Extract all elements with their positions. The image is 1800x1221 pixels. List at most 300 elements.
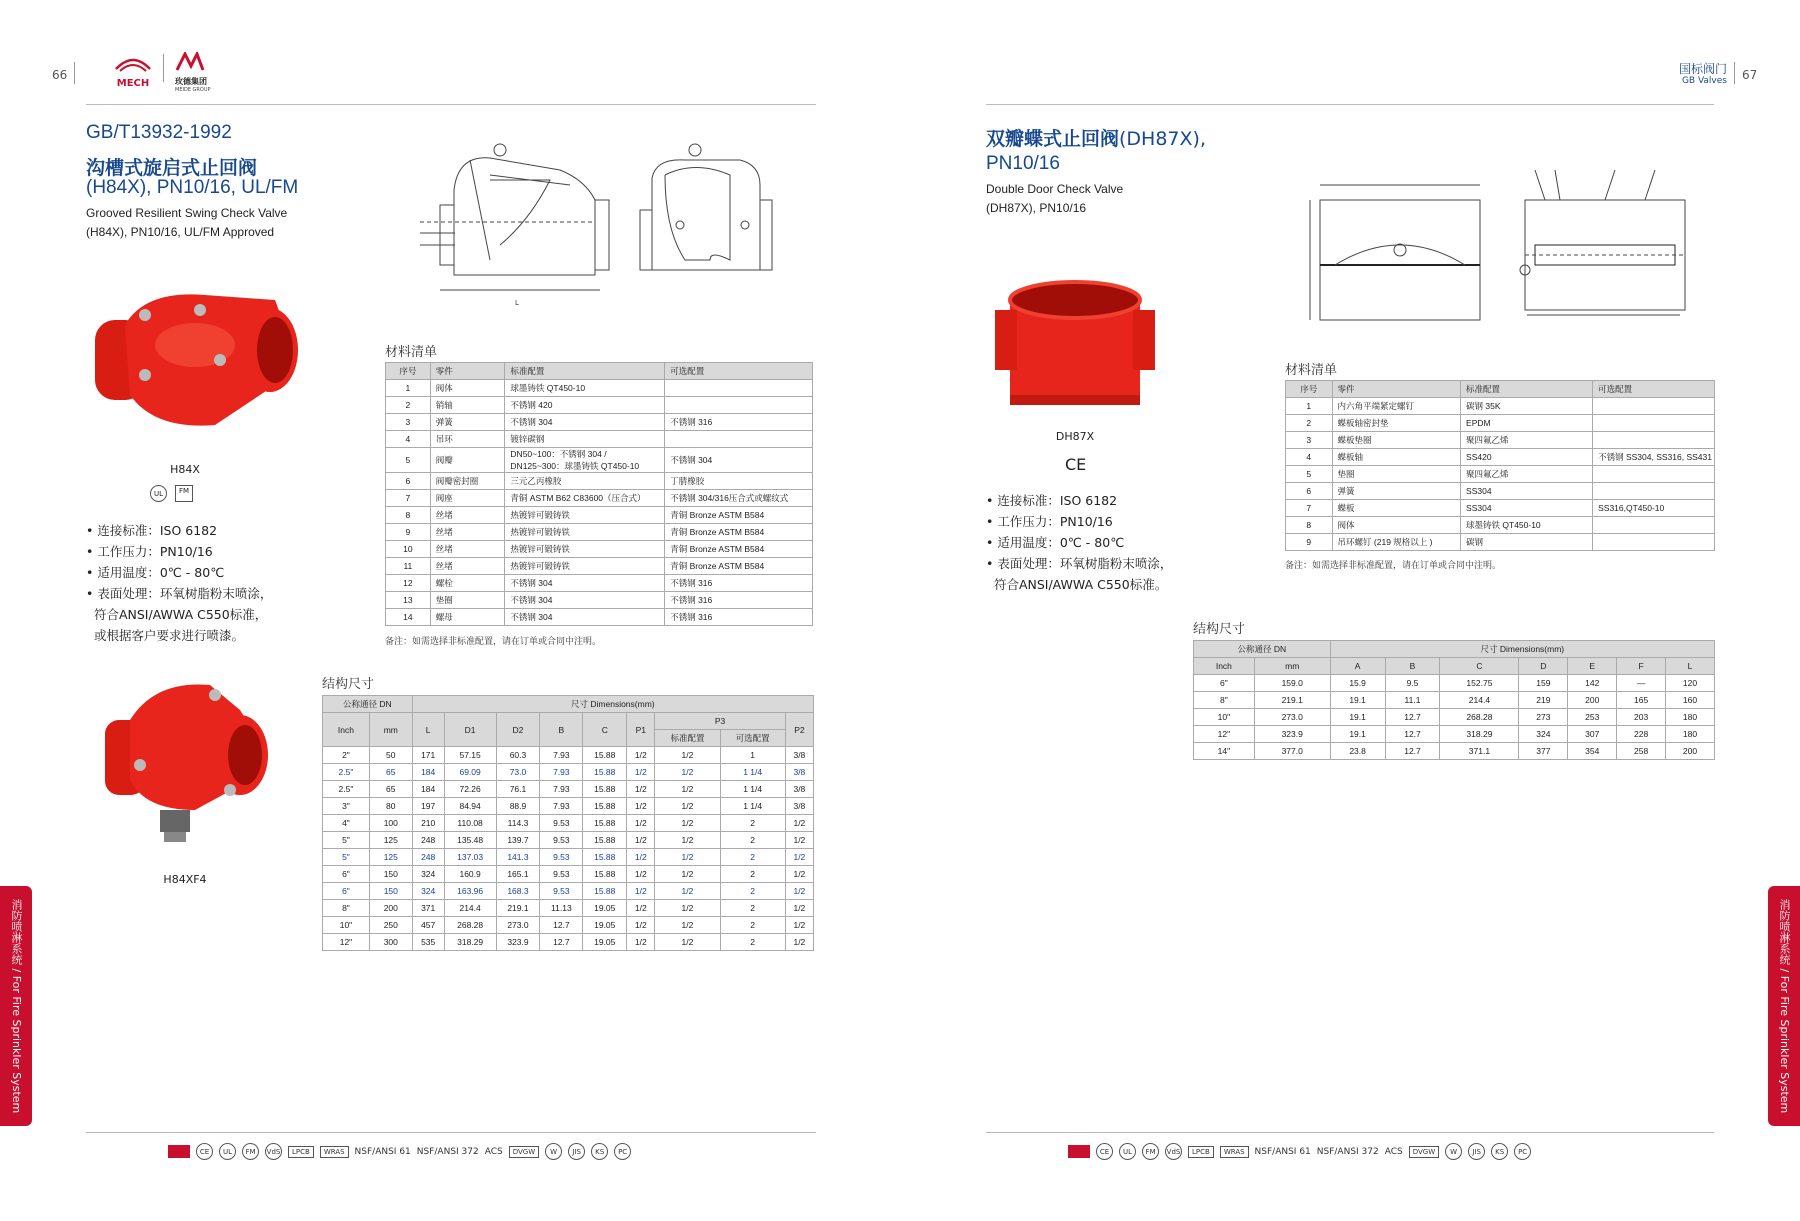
left-page-number: 66 — [52, 68, 68, 82]
table-cell: 1/2 — [655, 798, 720, 815]
table-cell: 19.05 — [583, 917, 627, 934]
table-cell: 不锈钢 316 — [665, 575, 813, 592]
table-cell: 72.26 — [444, 781, 496, 798]
table-row — [1194, 658, 1715, 675]
table-cell: 248 — [412, 832, 444, 849]
table-cell: 6 — [1286, 483, 1333, 500]
table-row — [323, 764, 814, 781]
table-cell: 253 — [1568, 709, 1617, 726]
table-cell: 1/2 — [655, 764, 720, 781]
table-cell: 15.88 — [583, 883, 627, 900]
table-cell: — — [1617, 675, 1666, 692]
table-cell: 3" — [323, 798, 370, 815]
table-cell: 371 — [412, 900, 444, 917]
header-cell: Inch — [323, 713, 370, 747]
cert-fm-icon: FM — [1142, 1143, 1159, 1160]
cert-fm-icon: FM — [242, 1143, 259, 1160]
table-cell: 1 — [386, 380, 431, 397]
cert-pc-icon: PC — [1514, 1143, 1531, 1160]
left-features: • 连接标准：ISO 6182 • 工作压力：PN10/16 • 适用温度：0℃ - 80℃ • 表面处理：环氧树脂粉末喷涂， 符合ANSI/AWWA C550标准， 或根据客户要求进行喷漆。 — [86, 523, 273, 643]
table-row — [323, 781, 814, 798]
table-cell: 8" — [1194, 692, 1255, 709]
cert-vds-icon: VdS — [265, 1143, 282, 1160]
header-cell: P1 — [627, 713, 655, 747]
header-cell: C — [1440, 658, 1519, 675]
table-cell: 15.88 — [583, 764, 627, 781]
table-cell: 球墨铸铁 QT450-10 — [505, 380, 665, 397]
table-cell: 377.0 — [1254, 743, 1330, 760]
h84xf4-valve-image — [100, 670, 275, 860]
table-cell: 1/2 — [627, 900, 655, 917]
table-cell: 10" — [1194, 709, 1255, 726]
table-cell: 垫圈 — [1332, 466, 1460, 483]
fm-icon: FM — [175, 485, 193, 502]
header-cell: C — [583, 713, 627, 747]
table-row — [323, 798, 814, 815]
table-cell: 2 — [720, 866, 785, 883]
table-cell: 110.08 — [444, 815, 496, 832]
cert-jis-icon: JIS — [1468, 1143, 1485, 1160]
table-row — [1286, 432, 1715, 449]
table-cell: 159.0 — [1254, 675, 1330, 692]
table-cell: 4 — [1286, 449, 1333, 466]
right-features: • 连接标准：ISO 6182 • 工作压力：PN10/16 • 适用温度：0℃ - 80℃ • 表面处理：环氧树脂粉末喷涂， 符合ANSI/AWWA C550标准。 — [986, 493, 1173, 592]
table-cell: 2.5" — [323, 781, 370, 798]
table-row — [386, 541, 813, 558]
header-cell: 序号 — [386, 363, 431, 380]
table-row — [323, 934, 814, 951]
header-cell: F — [1617, 658, 1666, 675]
table-cell: 7.93 — [540, 764, 583, 781]
table-cell: 219.1 — [496, 900, 540, 917]
dh87x-caption: DH87X — [1055, 430, 1095, 443]
table-cell: 1/2 — [627, 747, 655, 764]
table-cell: 阀座 — [430, 490, 505, 507]
table-cell: 15.88 — [583, 849, 627, 866]
table-cell: 12.7 — [1385, 709, 1440, 726]
table-cell — [665, 431, 813, 448]
cert-ks-icon: KS — [591, 1143, 608, 1160]
table-cell: 8 — [386, 507, 431, 524]
table-cell: 19.1 — [1330, 726, 1385, 743]
table-cell: 197 — [412, 798, 444, 815]
table-cell: 3/8 — [785, 781, 813, 798]
table-cell: SS420 — [1461, 449, 1593, 466]
header-cell: 可选配置 — [720, 730, 785, 747]
table-cell: 4" — [323, 815, 370, 832]
table-cell: 258 — [1617, 743, 1666, 760]
table-cell: 184 — [412, 764, 444, 781]
table-cell: 19.05 — [583, 934, 627, 951]
table-cell: 阀瓣 — [430, 448, 505, 473]
table-cell: 219 — [1519, 692, 1568, 709]
table-cell — [1593, 415, 1715, 432]
header-cell: L — [412, 713, 444, 747]
mech-logo: MECH — [110, 55, 156, 85]
table-cell: 5" — [323, 849, 370, 866]
table-cell: 青铜 Bronze ASTM B584 — [665, 507, 813, 524]
table-cell: 307 — [1568, 726, 1617, 743]
table-cell: 248 — [412, 849, 444, 866]
table-row — [323, 696, 814, 713]
table-cell: 150 — [369, 883, 412, 900]
table-cell: 3/8 — [785, 747, 813, 764]
table-cell: 273 — [1519, 709, 1568, 726]
table-row — [1286, 483, 1715, 500]
table-cell: 不锈钢 316 — [665, 609, 813, 626]
right-materials-title: 材料清单 — [1285, 363, 1338, 378]
table-cell: 12.7 — [1385, 743, 1440, 760]
table-row — [323, 815, 814, 832]
table-cell: 6" — [1194, 675, 1255, 692]
table-cell: 1 1/4 — [720, 781, 785, 798]
table-cell — [1593, 398, 1715, 415]
header-cell: 公称通径 DN — [323, 696, 413, 713]
cert-ce-icon: CE — [1096, 1143, 1113, 1160]
table-cell: 165 — [1617, 692, 1666, 709]
table-cell: 60.3 — [496, 747, 540, 764]
table-cell — [1593, 432, 1715, 449]
table-row — [1194, 709, 1715, 726]
ce-mark: CE — [1065, 455, 1087, 474]
china-flag-icon — [168, 1145, 190, 1158]
table-cell: 1/2 — [655, 917, 720, 934]
table-cell: 垫圈 — [430, 592, 505, 609]
table-cell: DN50~100：不锈钢 304 / DN125~300：球墨铸铁 QT450-10 — [505, 448, 665, 473]
right-dims-title: 结构尺寸 — [1193, 622, 1246, 637]
table-row — [386, 609, 813, 626]
table-cell: 1/2 — [627, 798, 655, 815]
table-cell: 160 — [1666, 692, 1715, 709]
right-materials-table — [1285, 380, 1715, 551]
cert-ks-icon: KS — [1491, 1143, 1508, 1160]
table-cell: 2 — [720, 917, 785, 934]
table-cell: 11 — [386, 558, 431, 575]
table-cell: 2 — [1286, 415, 1333, 432]
table-cell: 丝堵 — [430, 507, 505, 524]
table-cell: 1/2 — [627, 866, 655, 883]
table-cell: 1/2 — [785, 866, 813, 883]
right-cert-bar — [1068, 1143, 1531, 1160]
table-cell: 热镀锌可锻铸铁 — [505, 524, 665, 541]
header-cell: 公称通径 DN — [1194, 641, 1331, 658]
table-cell: 蝶板轴 — [1332, 449, 1460, 466]
cert-ul-icon: UL — [219, 1143, 236, 1160]
table-cell: 200 — [369, 900, 412, 917]
cert-dvgw-icon: DVGW — [1409, 1146, 1439, 1158]
cert-lpcb-icon: LPCB — [1188, 1146, 1214, 1158]
cert-acs-icon: ACS — [484, 1146, 503, 1157]
table-cell: 12.7 — [540, 934, 583, 951]
table-cell: 弹簧 — [1332, 483, 1460, 500]
table-cell: 阀体 — [430, 380, 505, 397]
table-cell: 273.0 — [1254, 709, 1330, 726]
table-cell: 19.1 — [1330, 709, 1385, 726]
table-cell: 1/2 — [655, 815, 720, 832]
table-cell: 84.94 — [444, 798, 496, 815]
header-cell: 标准配置 — [655, 730, 720, 747]
table-cell: 120 — [1666, 675, 1715, 692]
china-flag-icon — [1068, 1145, 1090, 1158]
table-cell: 6 — [386, 473, 431, 490]
table-cell: 7.93 — [540, 747, 583, 764]
table-cell: 318.29 — [444, 934, 496, 951]
table-cell: 3/8 — [785, 764, 813, 781]
table-row — [386, 473, 813, 490]
table-cell: 200 — [1666, 743, 1715, 760]
table-cell: 销轴 — [430, 397, 505, 414]
table-cell: 14" — [1194, 743, 1255, 760]
left-subtitle: Grooved Resilient Swing Check Valve (H84X), PN10/16, UL/FM Approved — [86, 206, 288, 239]
table-row — [323, 900, 814, 917]
table-cell: 19.1 — [1330, 692, 1385, 709]
table-cell: 吊环螺钉 (219 规格以上 ) — [1332, 534, 1460, 551]
table-cell: 蝶板垫圈 — [1332, 432, 1460, 449]
table-cell: SS304 — [1461, 500, 1593, 517]
table-cell: 100 — [369, 815, 412, 832]
table-cell: 80 — [369, 798, 412, 815]
table-cell: 268.28 — [444, 917, 496, 934]
table-cell: 159 — [1519, 675, 1568, 692]
table-row — [323, 849, 814, 866]
table-cell: 9.53 — [540, 849, 583, 866]
table-cell: 螺母 — [430, 609, 505, 626]
table-cell: SS304 — [1461, 483, 1593, 500]
table-cell: 15.88 — [583, 781, 627, 798]
table-cell: 180 — [1666, 709, 1715, 726]
table-cell: 不锈钢 304 — [505, 609, 665, 626]
table-cell: 4 — [386, 431, 431, 448]
table-row — [323, 917, 814, 934]
table-cell: 1/2 — [785, 832, 813, 849]
table-cell: 11.13 — [540, 900, 583, 917]
table-cell: 1/2 — [785, 934, 813, 951]
cert-nsf-ansi-61-icon: NSF/ANSI 61 — [1254, 1146, 1311, 1157]
header-cell: 零件 — [430, 363, 505, 380]
dh87x-technical-drawing — [1295, 165, 1705, 325]
table-cell — [1593, 517, 1715, 534]
table-cell: 2 — [720, 849, 785, 866]
table-cell: 不锈钢 304 — [505, 414, 665, 431]
header-cell: 序号 — [1286, 381, 1333, 398]
table-cell: 1/2 — [655, 883, 720, 900]
cert-ce-icon: CE — [196, 1143, 213, 1160]
table-cell: 不锈钢 304 — [505, 575, 665, 592]
header-cell: 可选配置 — [1593, 381, 1715, 398]
table-cell: 57.15 — [444, 747, 496, 764]
table-cell: 137.03 — [444, 849, 496, 866]
table-row — [1286, 534, 1715, 551]
table-cell: 9.53 — [540, 815, 583, 832]
table-cell: 6" — [323, 883, 370, 900]
table-cell: 不锈钢 316 — [665, 592, 813, 609]
table-cell: 不锈钢 304 — [665, 448, 813, 473]
table-row — [386, 363, 813, 380]
table-cell: 73.0 — [496, 764, 540, 781]
header-cell: mm — [369, 713, 412, 747]
table-cell: 青铜 Bronze ASTM B584 — [665, 524, 813, 541]
table-cell: 1/2 — [655, 866, 720, 883]
table-cell: 165.1 — [496, 866, 540, 883]
table-cell — [1593, 483, 1715, 500]
h84x-caption: H84X — [170, 463, 200, 476]
right-dims-table — [1193, 640, 1715, 760]
table-cell: 9.53 — [540, 866, 583, 883]
table-cell: 160.9 — [444, 866, 496, 883]
table-row — [386, 507, 813, 524]
table-cell: 9.53 — [540, 883, 583, 900]
table-cell: 3/8 — [785, 798, 813, 815]
table-cell: 23.8 — [1330, 743, 1385, 760]
header-cell: D — [1519, 658, 1568, 675]
table-cell: 125 — [369, 849, 412, 866]
table-cell: 球墨铸铁 QT450-10 — [1461, 517, 1593, 534]
table-cell: 9.53 — [540, 832, 583, 849]
table-row — [1194, 726, 1715, 743]
h84x-valve-image — [85, 275, 310, 450]
table-cell: 2 — [720, 934, 785, 951]
cert-w-icon: W — [545, 1143, 562, 1160]
table-cell: 12" — [323, 934, 370, 951]
table-cell: 323.9 — [496, 934, 540, 951]
cert-ul-icon: UL — [1119, 1143, 1136, 1160]
table-cell: 不锈钢 316 — [665, 414, 813, 431]
table-cell: 1/2 — [627, 934, 655, 951]
table-cell: 7 — [1286, 500, 1333, 517]
table-cell: 15.88 — [583, 832, 627, 849]
table-row — [323, 713, 814, 730]
table-cell: 热镀锌可锻铸铁 — [505, 558, 665, 575]
table-cell: 12" — [1194, 726, 1255, 743]
table-cell: 弹簧 — [430, 414, 505, 431]
table-cell: 9.5 — [1385, 675, 1440, 692]
table-cell: 371.1 — [1440, 743, 1519, 760]
left-title-code: (H84X), PN10/16, UL/FM — [86, 177, 299, 198]
cert-wras-icon: WRAS — [320, 1146, 349, 1158]
table-cell: 15.9 — [1330, 675, 1385, 692]
table-cell: 377 — [1519, 743, 1568, 760]
table-cell: 5 — [386, 448, 431, 473]
table-cell: 69.09 — [444, 764, 496, 781]
table-cell: EPDM — [1461, 415, 1593, 432]
table-cell: 12 — [386, 575, 431, 592]
header-cell: 尺寸 Dimensions(mm) — [412, 696, 813, 713]
table-row — [386, 592, 813, 609]
dh87x-valve-image — [990, 270, 1160, 420]
table-cell: 吊环 — [430, 431, 505, 448]
right-title: 双瓣蝶式止回阀(DH87X), — [986, 128, 1206, 150]
table-cell: 12.7 — [1385, 726, 1440, 743]
table-cell: 141.3 — [496, 849, 540, 866]
table-cell: 65 — [369, 781, 412, 798]
table-cell: 318.29 — [1440, 726, 1519, 743]
table-cell: SS316,QT450-10 — [1593, 500, 1715, 517]
table-cell: 324 — [1519, 726, 1568, 743]
table-cell: 1/2 — [655, 934, 720, 951]
table-cell: 5 — [1286, 466, 1333, 483]
table-cell: 8 — [1286, 517, 1333, 534]
table-row — [1286, 466, 1715, 483]
right-side-tab: 消防喷淋系统 / For Fire Sprinkler System — [1768, 886, 1800, 1126]
cert-w-icon: W — [1445, 1143, 1462, 1160]
table-cell: 1/2 — [627, 764, 655, 781]
table-row — [1286, 415, 1715, 432]
table-cell: 114.3 — [496, 815, 540, 832]
table-cell: 2 — [386, 397, 431, 414]
left-standard: GB/T13932-1992 — [86, 122, 232, 143]
cert-lpcb-icon: LPCB — [288, 1146, 314, 1158]
table-cell: 19.05 — [583, 900, 627, 917]
table-cell: 内六角平端紧定螺钉 — [1332, 398, 1460, 415]
table-cell: 139.7 — [496, 832, 540, 849]
header-cell: P3 — [655, 713, 785, 730]
cert-pc-icon: PC — [614, 1143, 631, 1160]
table-row — [386, 431, 813, 448]
table-cell: 热镀锌可锻铸铁 — [505, 507, 665, 524]
table-cell: 1/2 — [655, 832, 720, 849]
table-cell: 171 — [412, 747, 444, 764]
table-cell: 14 — [386, 609, 431, 626]
cert-acs-icon: ACS — [1384, 1146, 1403, 1157]
table-cell: 2.5" — [323, 764, 370, 781]
table-cell: 9 — [386, 524, 431, 541]
table-cell: 184 — [412, 781, 444, 798]
table-row — [1286, 500, 1715, 517]
h84x-technical-drawing — [410, 130, 790, 310]
header-cell: B — [540, 713, 583, 747]
table-cell: 203 — [1617, 709, 1666, 726]
table-cell: 5" — [323, 832, 370, 849]
table-cell: 535 — [412, 934, 444, 951]
right-title-pn: PN10/16 — [986, 153, 1060, 174]
table-cell: 1 — [1286, 398, 1333, 415]
table-cell: 2" — [323, 747, 370, 764]
table-cell: 268.28 — [1440, 709, 1519, 726]
table-cell: 8" — [323, 900, 370, 917]
right-materials-note: 备注：如需选择非标准配置，请在订单或合同中注明。 — [1285, 561, 1502, 571]
table-cell: 1/2 — [627, 883, 655, 900]
table-cell — [1593, 534, 1715, 551]
table-cell: 15.88 — [583, 798, 627, 815]
table-cell: 300 — [369, 934, 412, 951]
table-cell — [665, 397, 813, 414]
table-cell: 不锈钢 304 — [505, 592, 665, 609]
table-cell: 1/2 — [785, 900, 813, 917]
table-cell: 不锈钢 SS304, SS316, SS431 — [1593, 449, 1715, 466]
table-cell: 1/2 — [627, 815, 655, 832]
table-cell: 1/2 — [655, 781, 720, 798]
header-cell: B — [1385, 658, 1440, 675]
table-cell: 2 — [720, 900, 785, 917]
table-cell: 214.4 — [444, 900, 496, 917]
cert-nsf-ansi-61-icon: NSF/ANSI 61 — [354, 1146, 411, 1157]
table-cell: 1/2 — [627, 849, 655, 866]
table-row — [323, 866, 814, 883]
table-cell: 7.93 — [540, 798, 583, 815]
table-row — [386, 558, 813, 575]
svg-text:L: L — [515, 299, 519, 307]
table-cell: 不锈钢 420 — [505, 397, 665, 414]
table-cell: 76.1 — [496, 781, 540, 798]
cert-nsf-ansi-372-icon: NSF/ANSI 372 — [416, 1146, 479, 1157]
table-cell: 15.88 — [583, 747, 627, 764]
table-row — [386, 448, 813, 473]
table-cell: 6" — [323, 866, 370, 883]
table-cell: 丝堵 — [430, 541, 505, 558]
cert-nsf-ansi-372-icon: NSF/ANSI 372 — [1316, 1146, 1379, 1157]
table-cell: 1/2 — [785, 815, 813, 832]
table-cell: 13 — [386, 592, 431, 609]
